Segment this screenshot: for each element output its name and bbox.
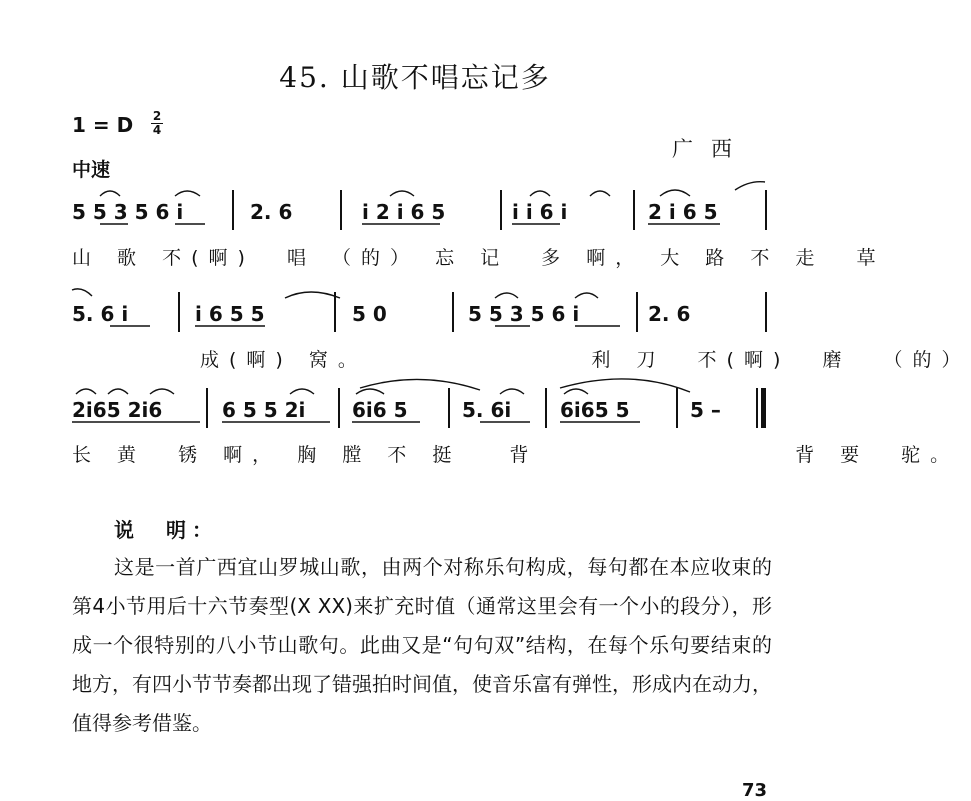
slur [290, 389, 314, 394]
key-signature: 1 = D [72, 113, 134, 137]
measure-3-2: 6 5 5 2i [222, 398, 306, 422]
time-signature-top: 2 [152, 109, 162, 123]
slur [100, 191, 120, 196]
lyrics-line-1: 山 歌 不(啊) 唱 （的） 忘 记 多 啊， 大 路 不 走 草 [72, 247, 886, 269]
slur [108, 389, 128, 394]
slur [530, 191, 550, 196]
slur [76, 389, 96, 394]
slur [590, 191, 610, 196]
measure-1-5: 2 i 6 5 [648, 200, 718, 224]
tie [360, 379, 480, 390]
slur [500, 389, 524, 394]
tie [735, 182, 765, 190]
slur [495, 293, 518, 298]
page-number: 73 [742, 780, 768, 801]
tempo-marking: 中速 [72, 159, 111, 181]
measure-2-1: 5. 6 i [72, 302, 129, 326]
tie [72, 289, 92, 296]
measure-1-4: i i 6 i [512, 200, 568, 224]
tie [285, 292, 340, 298]
measure-1-1: 5 5 3 5 6 i [72, 200, 184, 224]
measure-3-1: 2i65 2i6 [72, 398, 163, 422]
explanation-heading: 说 明： [114, 518, 218, 542]
slur [660, 190, 690, 196]
lyrics-line-3: 长 黄 锈 啊， 胸 膛 不 挺 背 背 要 驼。 [72, 444, 960, 466]
origin-label: 广西 [672, 137, 750, 161]
slur [175, 191, 200, 196]
measure-1-3: i 2 i 6 5 [362, 200, 446, 224]
slur [575, 293, 598, 298]
slur [356, 389, 384, 394]
slur [564, 389, 588, 394]
explanation-paragraph: 这是一首广西宜山罗城山歌，由两个对称乐句构成，每句都在本应收束的第4小节用后十六节奏型(X XX)来扩充时值（通常这里会有一个小的段分），形成一个很特别的八小节山歌句。此曲又是“句句双”结构，在每个乐句要结束的地方，有四小节节奏都出现了错强拍时间值，使音乐富有弹性，形成内在动力，值得参考借鉴。 [72, 555, 772, 735]
measure-3-4: 5. 6i [462, 398, 512, 422]
measure-2-3: 5 0 [352, 302, 387, 326]
measure-3-3: 6i6 5 [352, 398, 408, 422]
measure-2-4: 5 5 3 5 6 i [468, 302, 580, 326]
measure-2-2: i 6 5 5 [195, 302, 265, 326]
slur [150, 389, 174, 394]
slur [390, 191, 414, 196]
measure-3-5: 6i65 5 [560, 398, 630, 422]
measure-2-5: 2. 6 [648, 302, 691, 326]
song-title: 45. 山歌不唱忘记多 [279, 61, 551, 94]
measure-3-6: 5 – [690, 398, 721, 422]
measure-1-2: 2. 6 [250, 200, 293, 224]
lyrics-line-2: 成(啊) 窝。 利 刀 不(啊) 磨 （的） [200, 349, 971, 371]
time-signature-bottom: 4 [152, 123, 162, 137]
